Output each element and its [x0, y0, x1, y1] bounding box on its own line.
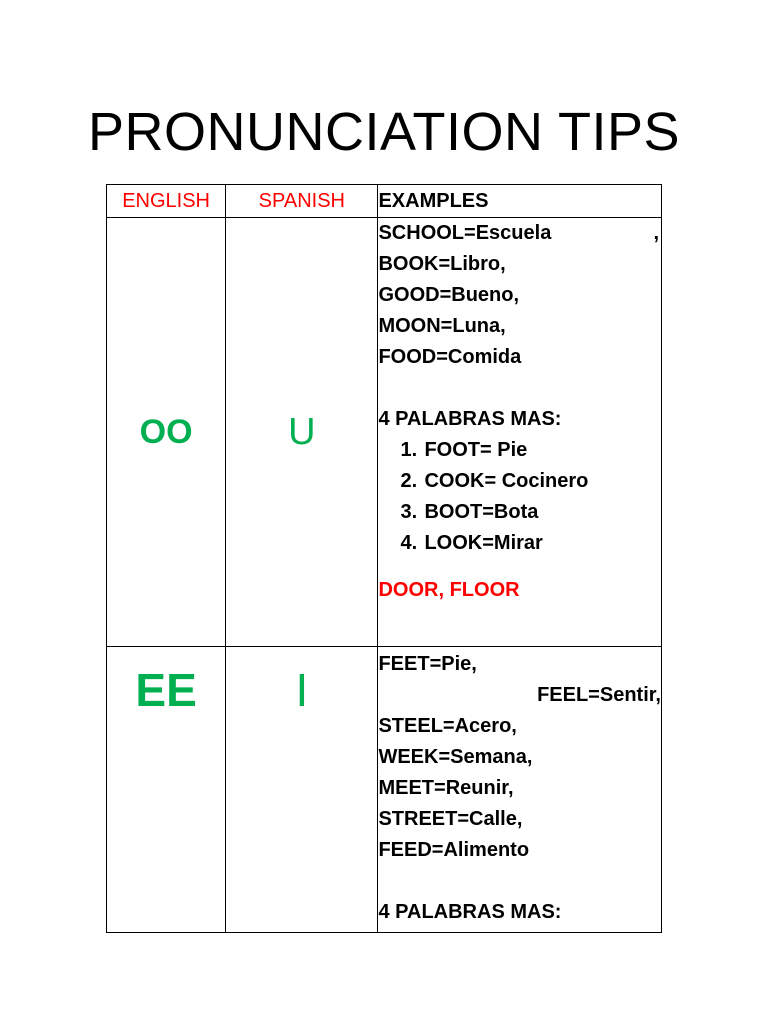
- english-sound-oo: OO: [139, 412, 193, 451]
- exceptions-text: DOOR, FLOOR: [378, 579, 520, 601]
- spacer: [378, 866, 661, 897]
- example-line: SCHOOL=Escuela ,: [378, 218, 661, 249]
- more-words-heading: 4 PALABRAS MAS:: [378, 408, 562, 430]
- header-examples: EXAMPLES: [378, 185, 662, 218]
- page-title: PRONUNCIATION TIPS: [87, 102, 681, 162]
- example-line: BOOK=Libro,: [378, 253, 506, 275]
- spanish-sound-u: U: [288, 410, 316, 453]
- spanish-cell-u: [226, 218, 378, 647]
- pronunciation-table: [106, 184, 662, 933]
- table-header-row: [107, 185, 662, 218]
- example-line: STEEL=Acero,: [378, 715, 517, 737]
- examples-cell-oo: [378, 218, 662, 647]
- header-english: ENGLISH: [107, 185, 226, 218]
- table-row-oo: [107, 218, 662, 647]
- list-item: 2. COOK= Cocinero: [400, 470, 589, 492]
- spanish-sound-i: I: [295, 664, 309, 716]
- list-item: 1. FOOT= Pie: [400, 439, 528, 461]
- more-words-heading: 4 PALABRAS MAS:: [378, 901, 562, 923]
- example-line: FOOD=Comida: [378, 346, 522, 368]
- example-line: FEED=Alimento: [378, 839, 530, 861]
- example-line: WEEK=Semana,: [378, 746, 533, 768]
- header-spanish: SPANISH: [226, 185, 378, 218]
- example-line: MEET=Reunir,: [378, 777, 514, 799]
- examples-cell-ee: [378, 647, 662, 933]
- example-line: FEEL=Sentir,: [537, 684, 661, 706]
- example-line: STREET=Calle,: [378, 808, 523, 830]
- list-item: 4. LOOK=Mirar: [400, 532, 543, 554]
- example-line: FEET=Pie,: [378, 653, 477, 675]
- english-sound-ee: EE: [135, 664, 197, 716]
- example-line: MOON=Luna,: [378, 315, 506, 337]
- spanish-cell-i: [226, 647, 378, 933]
- list-item: 3. BOOT=Bota: [400, 501, 539, 523]
- more-words-list: [378, 435, 661, 559]
- trailing-comma: ,: [653, 222, 659, 244]
- spacer: [378, 373, 661, 404]
- english-cell-oo: [107, 218, 226, 647]
- english-cell-ee: [107, 647, 226, 933]
- table-row-ee: [107, 647, 662, 933]
- example-line: GOOD=Bueno,: [378, 284, 520, 306]
